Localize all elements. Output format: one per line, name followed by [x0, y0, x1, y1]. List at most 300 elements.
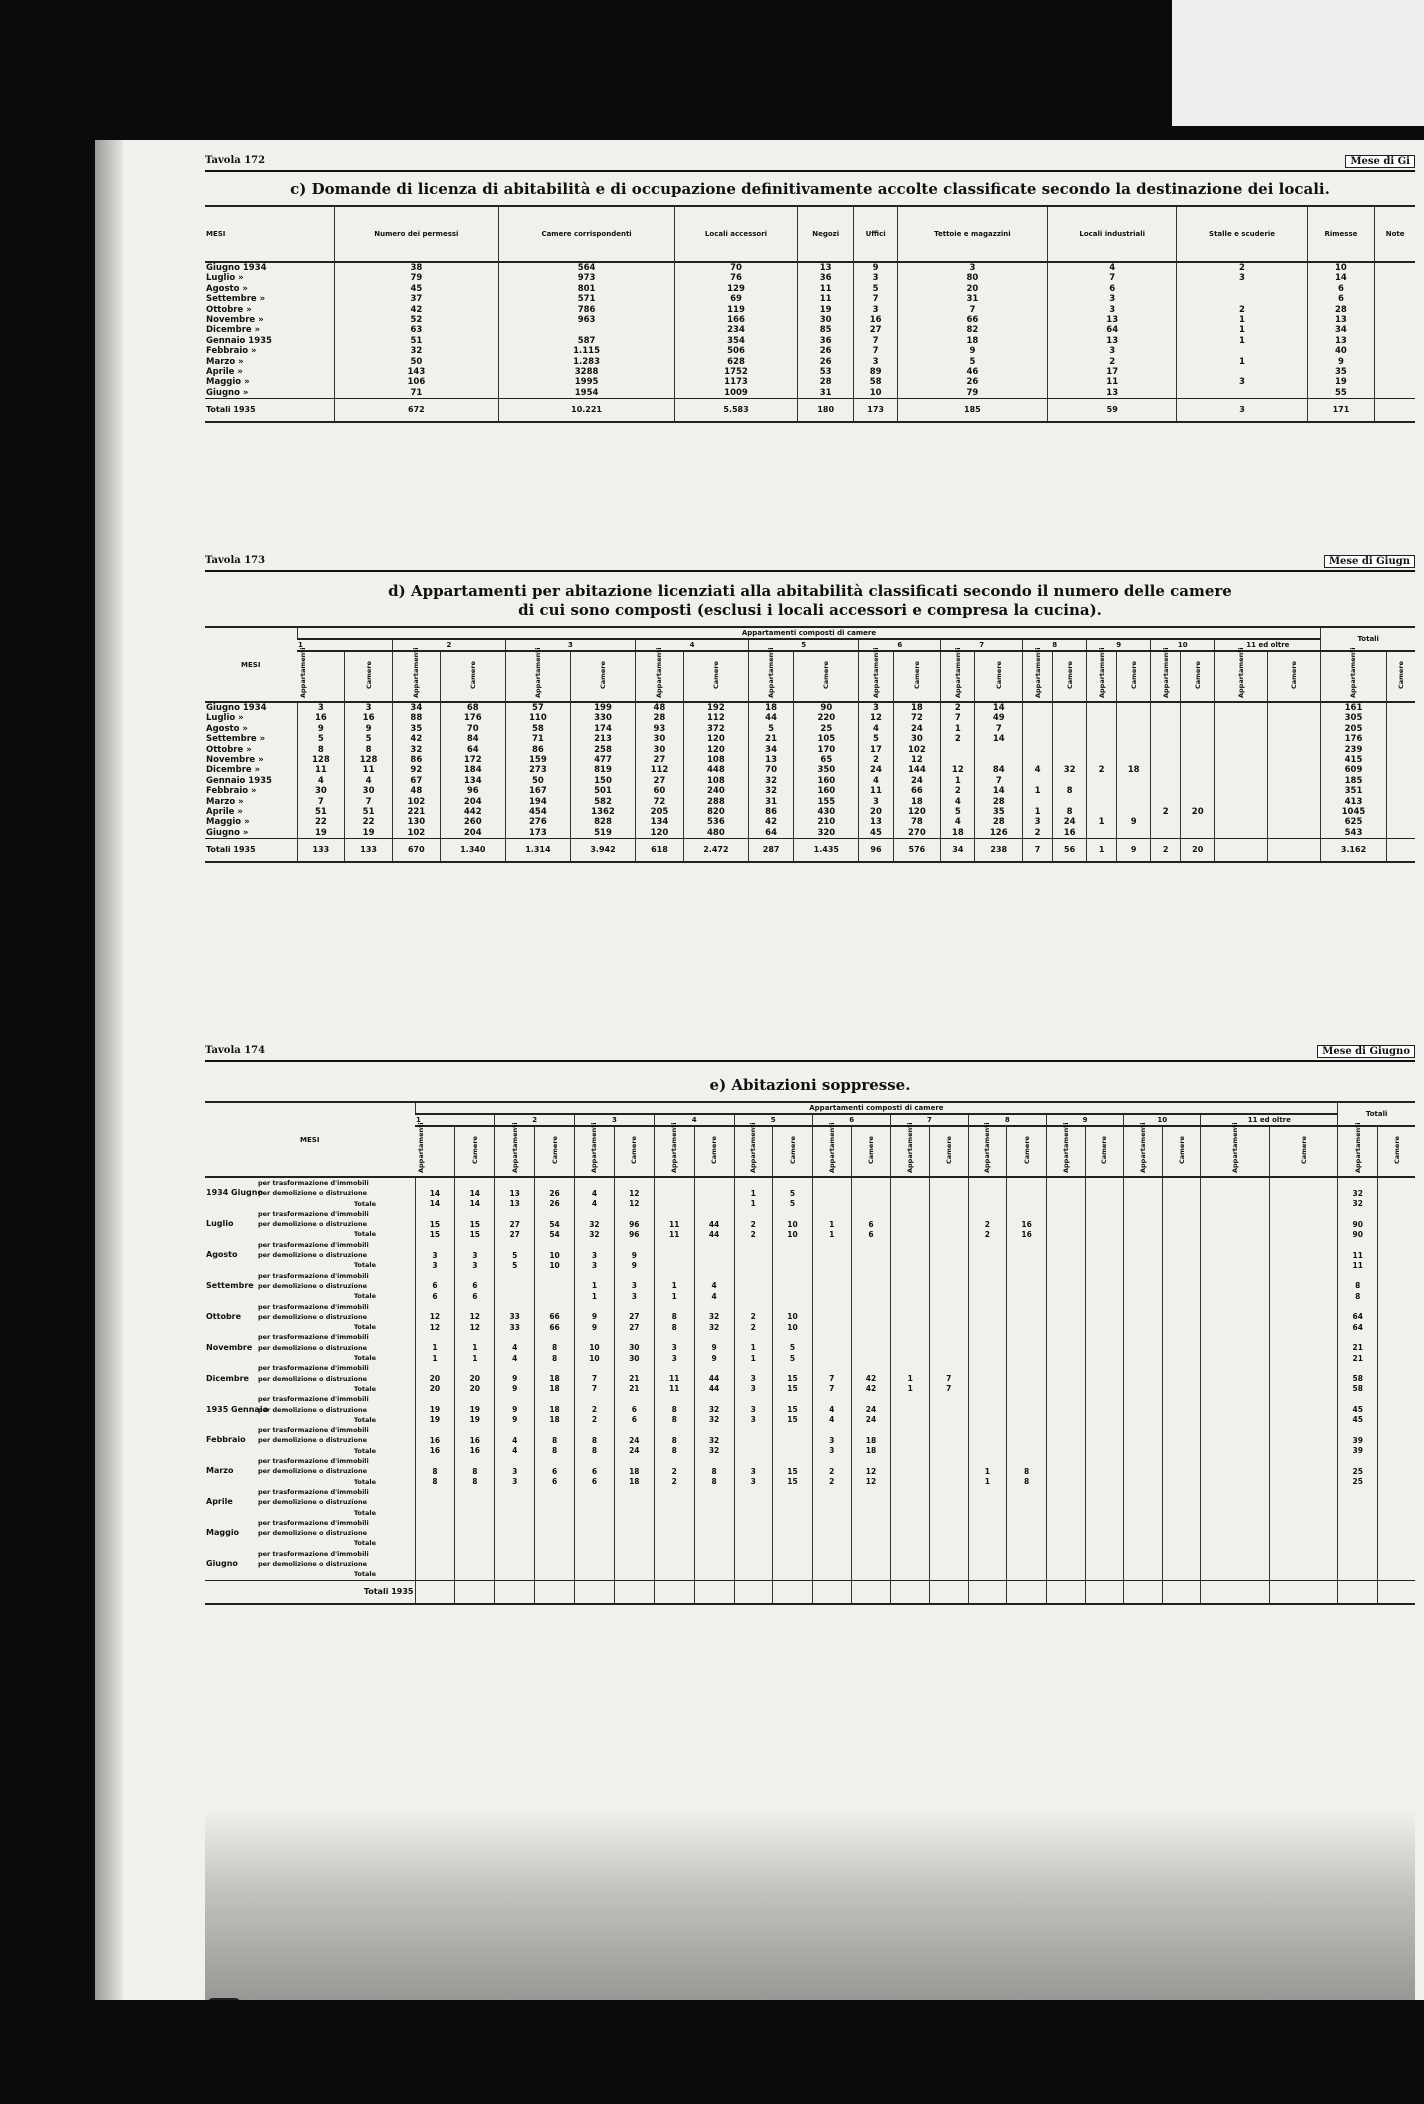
total-row [205, 839, 1415, 863]
value-cell: 14 [415, 1199, 455, 1209]
section-title-line1: d) Appartamenti per abitazione licenziati alla abitabilità classificati secondo il numero delle camere [388, 582, 1232, 600]
value-cell [1215, 734, 1268, 744]
value-cell [1375, 262, 1415, 273]
value-cell [415, 1332, 455, 1342]
value-cell [1124, 1456, 1163, 1466]
line-label: Totale [353, 1354, 376, 1363]
value-cell: 5 [773, 1343, 813, 1353]
value-cell: 543 [1321, 828, 1386, 839]
value-cell: 3 [734, 1477, 773, 1487]
value-cell: 6 [1307, 294, 1375, 304]
value-cell: 205 [1321, 724, 1386, 734]
camere-subheader [614, 1126, 654, 1177]
value-cell [495, 1528, 535, 1538]
scanned-page [95, 140, 1424, 2000]
value-cell [891, 1250, 930, 1260]
value-cell [812, 1528, 851, 1538]
month-label-cell [205, 1497, 415, 1507]
value-cell: 2 [968, 1219, 1007, 1229]
value-cell: 120 [683, 734, 748, 744]
camere-subheader [345, 651, 393, 702]
value-cell [1023, 713, 1053, 723]
value-cell [734, 1209, 773, 1219]
value-cell [1047, 1363, 1086, 1373]
value-cell: 15 [773, 1466, 813, 1476]
room-count-header: 6 [812, 1114, 890, 1126]
value-cell [1124, 1322, 1163, 1332]
value-cell: 173 [505, 828, 570, 839]
value-cell: 3 [854, 305, 897, 315]
value-cell: 31 [748, 797, 793, 807]
value-cell: 213 [570, 734, 635, 744]
value-cell [575, 1425, 615, 1435]
value-cell [1162, 1569, 1201, 1580]
appartamenti-label: Appartamenti [1353, 1122, 1362, 1173]
value-cell [968, 1487, 1007, 1497]
value-cell: 1954 [499, 388, 675, 399]
value-cell: 564 [499, 262, 675, 273]
value-cell: 9 [575, 1322, 615, 1332]
month-cell: Giugno » [206, 387, 249, 398]
value-cell [1047, 1487, 1086, 1497]
value-cell [455, 1456, 495, 1466]
value-cell [535, 1538, 575, 1548]
value-cell [891, 1332, 930, 1342]
month-cell: Maggio » [206, 817, 250, 828]
appartamenti-label: Appartamenti [953, 647, 962, 698]
value-cell [1007, 1569, 1047, 1580]
value-cell [495, 1177, 535, 1188]
value-cell: 31 [897, 294, 1047, 304]
month-line-row [205, 1456, 1415, 1466]
value-cell [1181, 702, 1215, 713]
value-cell [654, 1549, 694, 1559]
value-cell [415, 1271, 455, 1281]
total-camere-cell [1378, 1477, 1415, 1487]
camere-subheader [929, 1126, 968, 1177]
total-cell: 133 [345, 839, 393, 863]
value-cell: 2 [968, 1229, 1007, 1239]
value-cell [535, 1363, 575, 1373]
value-cell: 10 [535, 1260, 575, 1270]
total-label: Totali 1935 [205, 1580, 415, 1604]
section-e-header [205, 1045, 1415, 1058]
value-cell [1201, 1425, 1269, 1435]
value-cell [654, 1177, 694, 1188]
value-cell [1375, 388, 1415, 399]
value-cell [851, 1569, 891, 1580]
value-cell [694, 1260, 734, 1270]
camere-label: Camere [550, 1136, 559, 1164]
value-cell: 820 [683, 807, 748, 817]
value-cell [1162, 1374, 1201, 1384]
value-cell: 2 [859, 755, 893, 765]
value-cell: 13 [1047, 315, 1177, 325]
value-cell [1047, 1188, 1086, 1198]
total-camere-cell [1378, 1291, 1415, 1301]
value-cell: 8 [535, 1446, 575, 1456]
value-cell [773, 1538, 813, 1548]
value-cell: 167 [505, 786, 570, 796]
value-cell: 9 [495, 1405, 535, 1415]
camere-label: Camere [1022, 1136, 1031, 1164]
value-cell: 6 [1047, 284, 1177, 294]
camere-label: Camere [470, 1136, 479, 1164]
room-count-header: 7 [941, 639, 1023, 651]
value-cell: 1 [812, 1229, 851, 1239]
value-cell [1201, 1394, 1269, 1404]
camere-label: Camere [1396, 661, 1405, 689]
camere-subheader [1117, 651, 1151, 702]
value-cell: 48 [392, 786, 440, 796]
value-cell: 1 [575, 1291, 615, 1301]
value-cell [694, 1497, 734, 1507]
month-label-cell [205, 1250, 415, 1260]
section-title: e) Abitazioni soppresse. [709, 1076, 911, 1094]
value-cell: 8 [345, 745, 393, 755]
value-cell: 12 [859, 713, 893, 723]
value-cell [575, 1518, 615, 1528]
value-cell [1047, 1281, 1086, 1291]
value-cell: 42 [748, 817, 793, 827]
value-cell: 18 [851, 1446, 891, 1456]
value-cell [1117, 776, 1151, 786]
month-label-cell [205, 1199, 415, 1209]
value-cell [1087, 786, 1117, 796]
value-cell [929, 1343, 968, 1353]
total-cell: 618 [636, 839, 684, 863]
value-cell: 8 [415, 1477, 455, 1487]
value-cell [694, 1332, 734, 1342]
appartamenti-subheader [1201, 1122, 1269, 1177]
value-cell [968, 1291, 1007, 1301]
value-cell [1085, 1538, 1124, 1548]
value-cell [812, 1312, 851, 1322]
value-cell: 6 [614, 1415, 654, 1425]
value-cell [1023, 702, 1053, 713]
value-cell: 27 [854, 325, 897, 335]
value-cell [851, 1332, 891, 1342]
value-cell [1047, 1425, 1086, 1435]
value-cell [968, 1374, 1007, 1384]
value-cell [1117, 797, 1151, 807]
value-cell [455, 1487, 495, 1497]
value-cell [1047, 1559, 1086, 1569]
value-cell: 54 [535, 1219, 575, 1229]
value-cell: 20 [897, 284, 1047, 294]
value-cell [1386, 702, 1415, 713]
value-cell: 50 [505, 776, 570, 786]
value-cell: 27 [636, 755, 684, 765]
value-cell: 11 [654, 1229, 694, 1239]
value-cell: 8 [297, 745, 345, 755]
appartamenti-label: Appartamenti [749, 1122, 758, 1173]
value-cell [694, 1569, 734, 1580]
value-cell [1124, 1435, 1163, 1445]
value-cell [614, 1497, 654, 1507]
value-cell [694, 1518, 734, 1528]
value-cell: 628 [675, 357, 798, 367]
camere-subheader [1007, 1126, 1047, 1177]
value-cell [575, 1240, 615, 1250]
value-cell [614, 1569, 654, 1580]
total-camere-cell [1378, 1446, 1415, 1456]
value-cell: 14 [455, 1188, 495, 1198]
value-cell: 14 [975, 786, 1023, 796]
value-cell: 51 [345, 807, 393, 817]
camere-subheader [893, 651, 941, 702]
camere-label: Camere [1100, 1136, 1109, 1164]
column-header: Uffici [854, 206, 897, 262]
value-cell [1087, 828, 1117, 839]
value-cell [1268, 765, 1321, 775]
value-cell [1215, 797, 1268, 807]
value-cell: 11 [797, 284, 853, 294]
value-cell [1269, 1250, 1338, 1260]
month-name: Settembre [206, 1280, 254, 1290]
room-count-header: 7 [891, 1114, 968, 1126]
value-cell [734, 1497, 773, 1507]
value-cell: 60 [636, 786, 684, 796]
value-cell [1162, 1343, 1201, 1353]
line-label: per trasformazione d'immobili [258, 1395, 369, 1404]
value-cell [1085, 1188, 1124, 1198]
value-cell: 5 [297, 734, 345, 744]
value-cell: 4 [495, 1353, 535, 1363]
line-label: Totale [353, 1508, 376, 1517]
value-cell: 120 [893, 807, 941, 817]
line-label: Totale [353, 1199, 376, 1208]
value-cell: 1 [1177, 336, 1307, 346]
value-cell [654, 1456, 694, 1466]
value-cell [1124, 1188, 1163, 1198]
value-cell: 3 [575, 1260, 615, 1270]
value-cell [1215, 755, 1268, 765]
value-cell: 172 [440, 755, 505, 765]
value-cell [654, 1569, 694, 1580]
month-name: Ottobre [206, 1311, 242, 1321]
value-cell [812, 1518, 851, 1528]
value-cell [1047, 1549, 1086, 1559]
value-cell [614, 1302, 654, 1312]
value-cell [1007, 1250, 1047, 1260]
appartamenti-subheader [495, 1122, 535, 1177]
value-cell: 18 [535, 1415, 575, 1425]
value-cell [1117, 745, 1151, 755]
value-cell [1124, 1219, 1163, 1229]
value-cell [968, 1538, 1007, 1548]
value-cell: 3 [1047, 305, 1177, 315]
value-cell [1124, 1487, 1163, 1497]
value-cell: 30 [614, 1353, 654, 1363]
value-cell: 3 [859, 797, 893, 807]
appartamenti-subheader [859, 647, 893, 702]
value-cell: 36 [797, 336, 853, 346]
value-cell [694, 1240, 734, 1250]
total-appartamenti-cell: 90 [1338, 1219, 1378, 1229]
value-cell [1047, 1260, 1086, 1270]
value-cell: 1 [455, 1343, 495, 1353]
total-appartamenti-cell: 21 [1338, 1343, 1378, 1353]
value-cell: 2 [941, 734, 975, 744]
value-cell: 4 [694, 1291, 734, 1301]
value-cell: 12 [893, 755, 941, 765]
value-cell [654, 1271, 694, 1281]
value-cell: 2 [1177, 262, 1307, 273]
appartamenti-label: Appartamenti [510, 1122, 519, 1173]
value-cell [929, 1291, 968, 1301]
value-cell [1124, 1260, 1163, 1270]
total-camere-cell [1378, 1332, 1415, 1342]
value-cell: 30 [614, 1343, 654, 1353]
value-cell: 288 [683, 797, 748, 807]
value-cell [415, 1363, 455, 1373]
value-cell [1375, 346, 1415, 356]
value-cell: 70 [440, 724, 505, 734]
value-cell: 5 [345, 734, 393, 744]
month-cell: Maggio » [206, 377, 250, 388]
table-row [205, 776, 1415, 786]
value-cell [1375, 273, 1415, 283]
value-cell [1007, 1332, 1047, 1342]
month-cell: Marzo » [206, 796, 244, 807]
table-row [205, 755, 1415, 765]
month-cell: Ottobre » [206, 304, 252, 315]
value-cell: 30 [797, 315, 853, 325]
line-label: per demolizione o distruzione [258, 1220, 367, 1229]
month-label: Mese di Gi [1345, 155, 1415, 168]
value-cell [455, 1497, 495, 1507]
column-header: Locali industriali [1047, 206, 1177, 262]
value-cell [891, 1209, 930, 1219]
value-cell: 5 [773, 1353, 813, 1363]
value-cell: 625 [1321, 817, 1386, 827]
value-cell [1162, 1332, 1201, 1342]
total-camere-cell [1378, 1271, 1415, 1281]
value-cell: 185 [1321, 776, 1386, 786]
appartamenti-subheader [1087, 647, 1117, 702]
camere-subheader [1162, 1126, 1201, 1177]
value-cell: 13 [495, 1188, 535, 1198]
value-cell: 15 [455, 1219, 495, 1229]
value-cell: 16 [854, 315, 897, 325]
value-cell: 51 [297, 807, 345, 817]
value-cell [1085, 1177, 1124, 1188]
value-cell [1124, 1312, 1163, 1322]
value-cell [968, 1394, 1007, 1404]
room-count-header: 8 [1023, 639, 1087, 651]
value-cell: 12 [851, 1466, 891, 1476]
value-cell: 192 [683, 702, 748, 713]
month-cell: Luglio » [206, 273, 244, 284]
value-cell [535, 1291, 575, 1301]
value-cell: 15 [773, 1374, 813, 1384]
value-cell [891, 1312, 930, 1322]
value-cell: 24 [893, 776, 941, 786]
value-cell [1375, 294, 1415, 304]
value-cell [1177, 346, 1307, 356]
value-cell: 170 [794, 745, 859, 755]
value-cell: 30 [297, 786, 345, 796]
value-cell: 32 [694, 1322, 734, 1332]
value-cell: 18 [535, 1405, 575, 1415]
value-cell: 2 [734, 1322, 773, 1332]
value-cell [1201, 1332, 1269, 1342]
value-cell [575, 1209, 615, 1219]
appartamenti-subheader [392, 647, 440, 702]
value-cell [851, 1549, 891, 1559]
total-appartamenti-cell [1338, 1569, 1378, 1580]
value-cell [1151, 755, 1181, 765]
value-cell [455, 1240, 495, 1250]
value-cell [734, 1332, 773, 1342]
camere-subheader [1268, 651, 1321, 702]
value-cell [812, 1425, 851, 1435]
value-cell: 16 [297, 713, 345, 723]
value-cell [1162, 1240, 1201, 1250]
value-cell [929, 1538, 968, 1548]
value-cell: 70 [675, 262, 798, 273]
month-cell: Dicembre » [206, 325, 261, 336]
value-cell: 3 [455, 1250, 495, 1260]
value-cell: 2 [734, 1312, 773, 1322]
value-cell: 4 [575, 1199, 615, 1209]
table-row [205, 273, 1415, 283]
table-row [205, 367, 1415, 377]
value-cell [1007, 1518, 1047, 1528]
value-cell [1007, 1302, 1047, 1312]
value-cell: 44 [694, 1374, 734, 1384]
section-title: c) Domande di licenza di abitabilità e di occupazione definitivamente accolte classificate secondo la destinazione dei locali. [290, 180, 1330, 198]
value-cell: 571 [499, 294, 675, 304]
value-cell: 19 [415, 1405, 455, 1415]
value-cell: 26 [797, 346, 853, 356]
month-label-cell [205, 1188, 415, 1198]
month-label-cell [205, 1446, 415, 1456]
value-cell: 36 [797, 273, 853, 283]
table-row [205, 325, 1415, 335]
value-cell: 3 [575, 1250, 615, 1260]
total-camere-cell [1378, 1466, 1415, 1476]
value-cell: 8 [455, 1466, 495, 1476]
value-cell: 24 [614, 1435, 654, 1445]
value-cell [734, 1394, 773, 1404]
appartamenti-label: Appartamenti [655, 647, 664, 698]
value-cell [941, 745, 975, 755]
value-cell: 1 [1023, 807, 1053, 817]
value-cell: 3 [455, 1260, 495, 1270]
value-cell: 5 [495, 1250, 535, 1260]
line-label: per demolizione o distruzione [258, 1405, 367, 1414]
value-cell: 64 [1047, 325, 1177, 335]
room-count-header: 4 [654, 1114, 734, 1126]
appartamenti-label: Appartamenti [871, 647, 880, 698]
value-cell: 24 [1053, 817, 1087, 827]
value-cell [1386, 713, 1415, 723]
value-cell: 15 [415, 1219, 455, 1229]
value-cell [1215, 745, 1268, 755]
value-cell: 26 [897, 377, 1047, 387]
value-cell: 273 [505, 765, 570, 775]
value-cell: 519 [570, 828, 635, 839]
month-label-cell [205, 1466, 415, 1476]
value-cell [1269, 1332, 1338, 1342]
value-cell [1047, 1446, 1086, 1456]
camere-label: Camere [822, 661, 831, 689]
value-cell: 1045 [1321, 807, 1386, 817]
value-cell [575, 1559, 615, 1569]
value-cell [812, 1353, 851, 1363]
